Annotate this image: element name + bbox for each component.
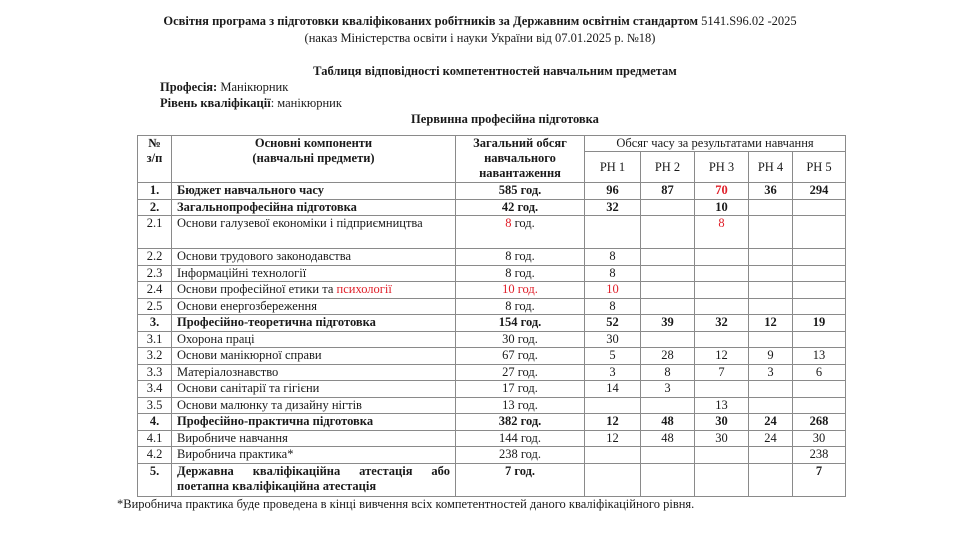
table-row [138,381,846,398]
rn-5-hours [793,298,846,315]
total-volume [456,397,585,414]
rn-3-hours: 7 [695,364,749,381]
rn-1-hours [585,397,641,414]
row-number: 2.2 [138,249,172,266]
component-name-text: Основи малюнку та дизайну нігтів [177,397,362,412]
footnote: *Виробнича практика буде проведена в кінці вивчення всіх компетентностей даного кваліфікаційного рівня. [117,497,695,511]
component-name-text: Основи манікюрної справи [177,348,322,362]
header-rn-2: РН 2 [641,152,695,183]
rn-2-hours [641,249,695,266]
rn-5-hours: 13 [793,348,846,365]
total-volume-text: 8 год. [505,265,535,280]
row-number: 4.1 [138,430,172,447]
rn-2-hours [641,265,695,282]
header-component-line1: Основні компоненти [254,136,373,150]
header-volume-line1: Загальний обсяг [473,136,567,150]
table-row [138,430,846,447]
header-rn-4: РН 4 [749,152,793,183]
qualification-level-value: : манікюрник [270,96,342,110]
total-volume-text: год. [511,216,535,230]
table-row [138,364,846,381]
rn-4-hours: 12 [749,315,793,332]
component-name [172,199,456,216]
rn-1-hours: 8 [585,265,641,282]
rn-5-hours [793,265,846,282]
rn-4-hours [749,199,793,216]
table-row [138,183,846,200]
rn-3-hours: 70 [695,183,749,200]
rn-2-hours [641,216,695,249]
total-volume [456,249,585,266]
total-volume-text: 144 год. [498,430,542,445]
total-volume [456,298,585,315]
rn-3-hours [695,331,749,348]
row-number: 2. [138,199,172,216]
rn-2-hours [641,331,695,348]
component-name-text: Основи енергозбереження [177,298,317,313]
rn-2-hours: 39 [641,315,695,332]
profession-label: Професія: [160,80,218,94]
total-volume [456,447,585,464]
rn-4-hours [749,216,793,249]
profession-line [160,80,288,95]
header-volume-line3: навантаження [479,166,561,180]
rn-1-hours: 8 [585,249,641,266]
component-name [172,430,456,447]
rn-5-hours: 268 [793,414,846,431]
rn-2-hours: 8 [641,364,695,381]
component-name [172,348,456,365]
header-number-line2: з/п [146,151,163,165]
rn-1-hours: 8 [585,298,641,315]
component-name-text: Загальнопрофесійна підготовка [177,199,357,214]
rn-5-hours: 6 [793,364,846,381]
rn-3-hours [695,447,749,464]
total-volume [456,199,585,216]
rn-1-hours: 5 [585,348,641,365]
component-name-text: Державна кваліфікаційна атестація або поетапна кваліфікаційна атестація [177,463,450,493]
component-name-text: Основи професійної етики та [177,282,337,296]
rn-5-hours: 19 [793,315,846,332]
rn-1-hours: 96 [585,183,641,200]
component-name [172,447,456,464]
total-volume [456,430,585,447]
rn-5-hours: 30 [793,430,846,447]
total-volume [456,265,585,282]
rn-4-hours [749,463,793,496]
rn-4-hours [749,265,793,282]
total-volume [456,414,585,431]
row-number: 3.2 [138,348,172,365]
rn-1-hours: 12 [585,414,641,431]
rn-5-hours [793,397,846,414]
rn-1-hours [585,447,641,464]
component-name [172,216,456,249]
component-name [172,381,456,398]
rn-1-hours: 12 [585,430,641,447]
rn-4-hours: 3 [749,364,793,381]
component-name-text: Матеріалознавство [177,364,279,379]
total-volume-highlight: 8 [505,216,512,230]
rn-5-hours [793,249,846,266]
rn-5-hours [793,199,846,216]
rn-2-hours [641,397,695,414]
rn-4-hours [749,331,793,348]
rn-3-hours [695,249,749,266]
component-name [172,364,456,381]
total-volume [456,331,585,348]
header-number-line1: № [148,136,161,150]
table-row [138,315,846,332]
rn-4-hours [749,381,793,398]
table-body [138,183,846,497]
header-component [172,136,456,183]
component-name [172,183,456,200]
rn-2-hours [641,463,695,496]
row-number: 2.1 [138,216,172,249]
rn-3-hours: 32 [695,315,749,332]
header-learning-results-group: Обсяг часу за результатами навчання [585,136,846,152]
rn-3-hours [695,298,749,315]
rn-5-hours [793,331,846,348]
total-volume-text: 238 год. [498,447,542,461]
row-number: 4.2 [138,447,172,464]
rn-4-hours [749,298,793,315]
table-row [138,199,846,216]
row-number: 2.5 [138,298,172,315]
total-volume [456,315,585,332]
total-volume [456,348,585,365]
competence-table [137,135,846,497]
row-number: 1. [138,183,172,200]
component-name [172,315,456,332]
rn-1-hours [585,216,641,249]
rn-3-hours [695,282,749,299]
total-volume-text: 154 год. [498,315,542,329]
table-row [138,348,846,365]
rn-1-hours: 3 [585,364,641,381]
row-number: 5. [138,463,172,496]
profession-value: Манікюрник [217,80,289,94]
component-name-text: Основи трудового законодавства [177,249,352,263]
rn-2-hours [641,199,695,216]
header-number [138,136,172,183]
component-name-text: Виробниче навчання [177,430,288,445]
component-name-text: Основи галузевої економіки і підприємництва [177,216,423,230]
table-row [138,414,846,431]
rn-3-hours: 8 [695,216,749,249]
rn-5-hours [793,282,846,299]
rn-3-hours [695,463,749,496]
qualification-level-line [160,96,342,111]
document-title [0,14,960,29]
standard-code: 5141.S96.02 -2025 [698,14,797,28]
rn-1-hours: 32 [585,199,641,216]
table-row [138,331,846,348]
rn-1-hours: 52 [585,315,641,332]
component-name [172,249,456,266]
rn-4-hours: 36 [749,183,793,200]
rn-3-hours [695,265,749,282]
total-volume-text: 382 год. [498,414,542,428]
rn-3-hours: 13 [695,397,749,414]
total-volume-text: 42 год. [501,199,539,214]
rn-5-hours: 7 [793,463,846,496]
header-component-line2: (навчальні предмети) [252,151,375,165]
row-number: 2.4 [138,282,172,299]
row-number: 3.1 [138,331,172,348]
total-volume-text: 7 год. [504,463,536,478]
table-row [138,447,846,464]
table-row [138,397,846,414]
order-reference: (наказ Міністерства освіти і науки України від 07.01.2025 р. №18) [304,31,656,45]
component-name [172,331,456,348]
total-volume-text: 8 год. [505,249,535,263]
row-number: 3. [138,315,172,332]
rn-4-hours [749,397,793,414]
rn-5-hours: 238 [793,447,846,464]
component-name-text: Професійно-теоретична підготовка [177,315,376,329]
rn-3-hours: 10 [695,199,749,216]
row-number: 2.3 [138,265,172,282]
rn-3-hours: 12 [695,348,749,365]
rn-4-hours [749,249,793,266]
rn-2-hours: 87 [641,183,695,200]
header-rn-5: РН 5 [793,152,846,183]
table-row [138,463,846,496]
rn-1-hours: 30 [585,331,641,348]
rn-2-hours [641,447,695,464]
component-name [172,265,456,282]
rn-1-hours [585,463,641,496]
component-name [172,298,456,315]
rn-4-hours: 24 [749,414,793,431]
total-volume [456,282,585,299]
rn-3-hours: 30 [695,430,749,447]
total-volume [456,364,585,381]
rn-1-hours: 14 [585,381,641,398]
rn-2-hours: 48 [641,414,695,431]
component-name [172,282,456,299]
document-title-bold: Освітня програма з підготовки кваліфікованих робітників за Державним освітнім стандартом [163,14,699,28]
component-name-highlight: психології [336,282,392,296]
rn-3-hours [695,381,749,398]
row-number: 3.4 [138,381,172,398]
component-name-text: Інформаційні технології [177,265,307,280]
component-name [172,414,456,431]
component-name [172,463,456,496]
row-number: 3.3 [138,364,172,381]
header-volume [456,136,585,183]
table-row [138,298,846,315]
rn-5-hours: 294 [793,183,846,200]
rn-4-hours: 9 [749,348,793,365]
total-volume-text: 8 год. [505,298,535,313]
table-title: Таблиця відповідності компетентностей навчальним предметам [313,64,677,78]
header-rn-3: РН 3 [695,152,749,183]
rn-2-hours: 28 [641,348,695,365]
total-volume-text: 27 год. [502,364,538,379]
total-volume-text: 17 год. [502,381,538,395]
component-name-text: Бюджет навчального часу [177,183,325,197]
component-name-text: Професійно-практична підготовка [177,414,374,428]
rn-4-hours: 24 [749,430,793,447]
component-name-text: Основи санітарії та гігієни [177,381,320,395]
rn-4-hours [749,282,793,299]
component-name-text: Виробнича практика* [177,447,294,461]
rn-4-hours [749,447,793,464]
qualification-level-label: Рівень кваліфікації [160,96,271,110]
rn-3-hours: 30 [695,414,749,431]
total-volume [456,463,585,496]
row-number: 4. [138,414,172,431]
rn-2-hours: 3 [641,381,695,398]
total-volume [456,381,585,398]
total-volume-text: 13 год. [502,397,538,412]
rn-2-hours: 48 [641,430,695,447]
table-row [138,249,846,266]
header-rn-1: РН 1 [585,152,641,183]
table-row [138,265,846,282]
section-title: Первинна професійна підготовка [411,112,599,126]
table-row [138,282,846,299]
header-volume-line2: навчального [484,151,556,165]
total-volume [456,183,585,200]
row-number: 3.5 [138,397,172,414]
table-row [138,216,846,249]
rn-1-hours: 10 [585,282,641,299]
total-volume-text: 585 год. [498,183,542,197]
total-volume-text: 10 год. [502,282,538,296]
rn-5-hours [793,381,846,398]
total-volume-text: 67 год. [502,348,538,362]
component-name-text: Охорона праці [177,331,255,346]
total-volume-text: 30 год. [502,331,538,346]
component-name [172,397,456,414]
rn-2-hours [641,282,695,299]
rn-5-hours [793,216,846,249]
rn-2-hours [641,298,695,315]
total-volume [456,216,585,249]
